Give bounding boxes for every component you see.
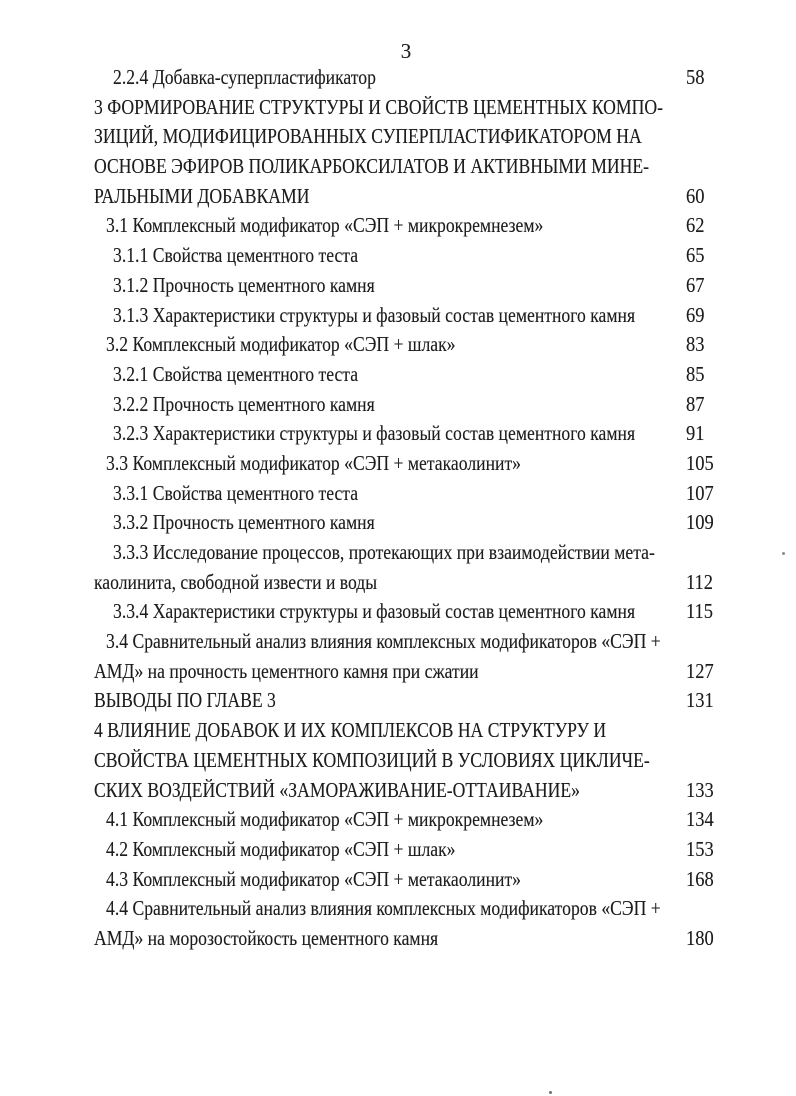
toc-row [0,835,796,865]
toc-page-number: 133 [686,777,714,802]
toc-entry-text: АМД» на морозостойкость цементного камня [94,925,439,950]
toc-page-number: 87 [686,391,705,416]
toc-row [0,152,796,182]
toc-row [0,330,796,360]
toc-row [0,865,796,895]
toc-entry-text: 3.3 Комплексный модификатор «СЭП + метакаолинит» [106,450,521,475]
toc-page-number: 134 [686,807,714,832]
toc-page-number: 180 [686,925,714,950]
toc-row [0,597,796,627]
toc-row [0,241,796,271]
toc-entry-text: 3.2.3 Характеристики структуры и фазовый состав цементного камня [113,421,636,446]
toc-entry-text: ВЫВОДЫ ПО ГЛАВЕ 3 [94,688,276,713]
toc-entry-text: 4.2 Комплексный модификатор «СЭП + шлак» [106,836,456,861]
toc-page-number: 109 [686,510,714,535]
toc-entry-text: ЗИЦИЙ, МОДИФИЦИРОВАННЫХ СУПЕРПЛАСТИФИКАТОРОМ НА [94,124,642,149]
toc-entry-text: СВОЙСТВА ЦЕМЕНТНЫХ КОМПОЗИЦИЙ В УСЛОВИЯХ ЦИКЛИЧЕ- [94,747,650,772]
toc-row [0,627,796,657]
toc-page-number: 85 [686,361,705,386]
toc-entry-text: ОСНОВЕ ЭФИРОВ ПОЛИКАРБОКСИЛАТОВ И АКТИВНЫМИ МИНЕ- [94,154,650,179]
toc-entry-text: каолинита, свободной извести и воды [94,569,378,594]
toc-entry-text: 3.1 Комплексный модификатор «СЭП + микрокремнезем» [106,213,544,238]
toc-entry-text: АМД» на прочность цементного камня при сжатии [94,658,479,683]
toc-entry-text: 3.1.3 Характеристики структуры и фазовый состав цементного камня [113,302,636,327]
toc-entry-text: 3.3.3 Исследование процессов, протекающих при взаимодействии мета- [113,540,655,564]
toc-entry-text: 3.2 Комплексный модификатор «СЭП + шлак» [106,332,456,357]
toc-page-number: 69 [686,302,705,327]
toc-entry-text: 4.3 Комплексный модификатор «СЭП + метакаолинит» [106,866,521,891]
toc-row [0,182,796,212]
toc-row [0,122,796,152]
toc-page-number: 112 [686,569,714,594]
toc-page-number: 60 [686,183,705,208]
toc-row [0,805,796,835]
toc-page-number: 153 [686,836,714,861]
toc-row [0,716,796,746]
toc-row [0,538,796,568]
toc-row [0,746,796,776]
toc-row [0,419,796,449]
toc-entry-text: 3.3.1 Свойства цементного теста [113,480,359,505]
toc-page-number: 91 [686,421,705,446]
toc-row [0,924,796,954]
toc-row [0,93,796,123]
toc-entry-text: 3.2.1 Свойства цементного теста [113,361,359,386]
toc-entry-text: 4.1 Комплексный модификатор «СЭП + микрокремнезем» [106,807,544,832]
toc-row [0,63,796,93]
toc-entry-text: 3.3.4 Характеристики структуры и фазовый состав цементного камня [113,599,636,624]
toc-row [0,301,796,331]
toc-list [0,63,796,954]
toc-page-number: 127 [686,658,714,683]
toc-page-number: 105 [686,450,714,475]
toc-page-number: 67 [686,272,705,297]
toc-entry-text: 3.4 Сравнительный анализ влияния комплексных модификаторов «СЭП + [106,629,661,654]
toc-page-number: 131 [686,688,714,713]
toc-page-number: 58 [686,65,705,89]
scan-speck [549,1091,552,1094]
toc-entry-text: 3.3.2 Прочность цементного камня [113,510,375,535]
toc-page-number: 115 [686,599,714,624]
toc-entry-text: 4 ВЛИЯНИЕ ДОБАВОК И ИХ КОМПЛЕКСОВ НА СТРУКТУРУ И [94,718,607,743]
toc-row [0,271,796,301]
toc-row [0,894,796,924]
toc-page-number: 107 [686,480,714,505]
toc-page-number: 83 [686,332,705,357]
toc-row [0,211,796,241]
toc-entry-text: СКИХ ВОЗДЕЙСТВИЙ «ЗАМОРАЖИВАНИЕ-ОТТАИВАНИЕ» [94,777,580,802]
toc-row [0,568,796,598]
toc-page-number: 62 [686,213,705,238]
toc-entry-text: 3 ФОРМИРОВАНИЕ СТРУКТУРЫ И СВОЙСТВ ЦЕМЕНТНЫХ КОМПО- [94,94,663,119]
toc-row [0,360,796,390]
toc-row [0,508,796,538]
toc-entry-text: РАЛЬНЫМИ ДОБАВКАМИ [94,183,310,208]
toc-entry-text: 3.1.1 Свойства цементного теста [113,243,359,268]
toc-entry-text: 3.2.2 Прочность цементного камня [113,391,375,416]
toc-row [0,479,796,509]
toc-entry-text: 2.2.4 Добавка-суперпластификатор [113,65,376,89]
toc-row [0,776,796,806]
toc-entry-text: 3.1.2 Прочность цементного камня [113,272,375,297]
scan-speck [782,552,785,555]
page-number: 3 [400,39,412,63]
toc-page-number: 65 [686,243,705,268]
toc-entry-text: 4.4 Сравнительный анализ влияния комплексных модификаторов «СЭП + [106,896,661,921]
toc-row [0,390,796,420]
toc-row [0,686,796,716]
toc-page-number: 168 [686,866,714,891]
toc-row [0,449,796,479]
toc-row [0,657,796,687]
